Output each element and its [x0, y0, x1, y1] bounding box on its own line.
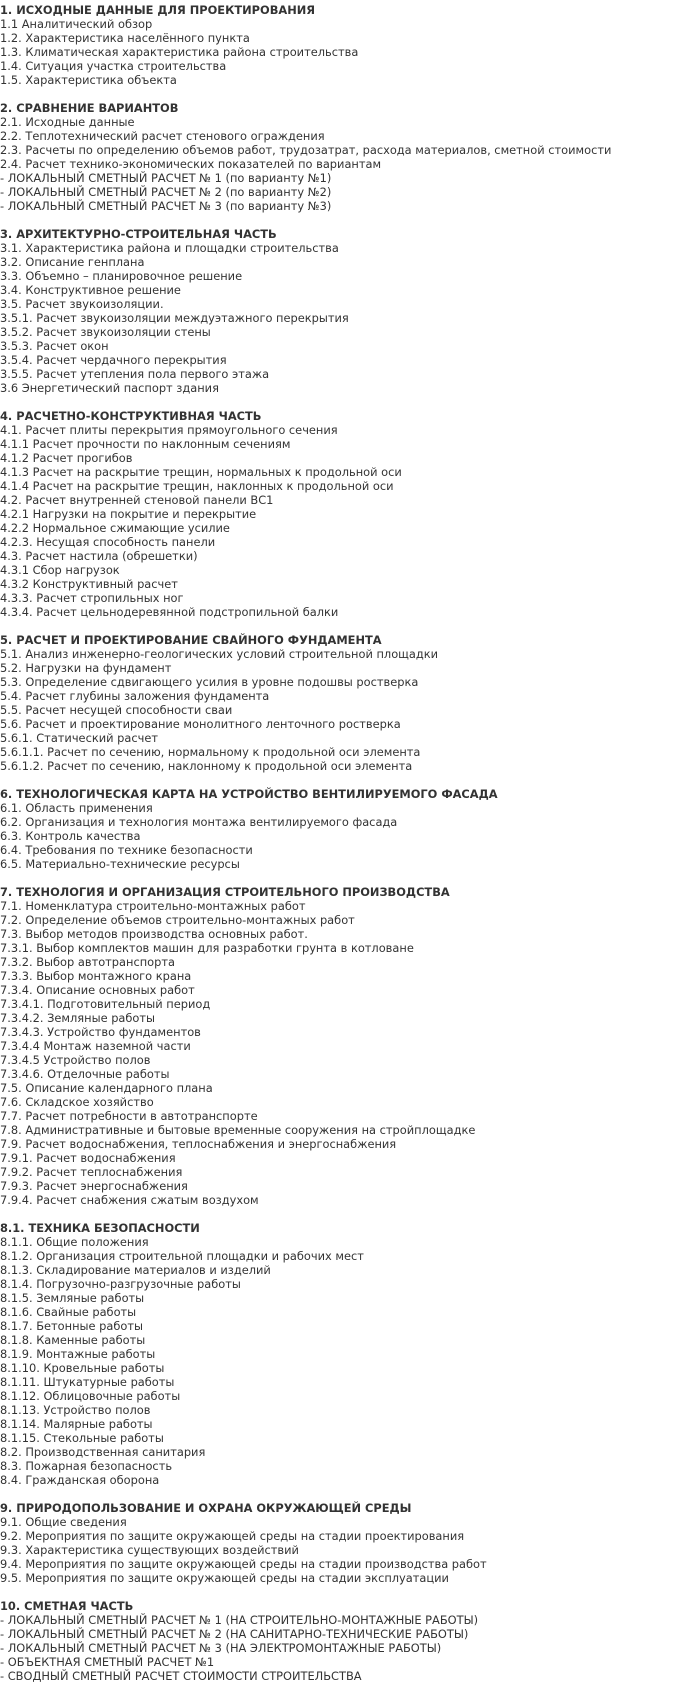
toc-section — [0, 1221, 700, 1487]
list-item: 7.3.4.3. Устройство фундаментов — [0, 1025, 201, 1039]
list-item: 7.3.4.1. Подготовительный период — [0, 997, 211, 1011]
list-item: 5.4. Расчет глубины заложения фундамента — [0, 689, 270, 703]
list-item: - ЛОКАЛЬНЫЙ СМЕТНЫЙ РАСЧЕТ № 1 (по варианту №1) — [0, 171, 332, 185]
list-item: 7.3.4.4 Монтаж наземной части — [0, 1039, 191, 1053]
list-item: 5.2. Нагрузки на фундамент — [0, 661, 172, 675]
section-title: 6. ТЕХНОЛОГИЧЕСКАЯ КАРТА НА УСТРОЙСТВО ВЕНТИЛИРУЕМОГО ФАСАДА — [0, 787, 498, 801]
section-title: 9. ПРИРОДОПОЛЬЗОВАНИЕ И ОХРАНА ОКРУЖАЮЩЕЙ СРЕДЫ — [0, 1501, 412, 1515]
list-item: 8.1.9. Монтажные работы — [0, 1347, 156, 1361]
list-item: 7.9. Расчет водоснабжения, теплоснабжения и энергоснабжения — [0, 1137, 397, 1151]
list-item: 6.1. Область применения — [0, 801, 153, 815]
list-item: 6.4. Требования по технике безопасности — [0, 843, 253, 857]
list-item: 7.3. Выбор методов производства основных работ. — [0, 927, 308, 941]
list-item: 7.9.2. Расчет теплоснабжения — [0, 1165, 183, 1179]
list-item: 5.6.1.1. Расчет по сечению, нормальному к продольной оси элемента — [0, 745, 421, 759]
list-item: - ЛОКАЛЬНЫЙ СМЕТНЫЙ РАСЧЕТ № 2 (по варианту №2) — [0, 185, 332, 199]
list-item: 2.1. Исходные данные — [0, 115, 135, 129]
toc-section — [0, 1501, 700, 1585]
list-item: 3.5. Расчет звукоизоляции. — [0, 297, 164, 311]
list-item: 4.3.1 Сбор нагрузок — [0, 563, 120, 577]
list-item: 5.6.1.2. Расчет по сечению, наклонному к продольной оси элемента — [0, 759, 413, 773]
toc-section — [0, 409, 700, 619]
toc-section — [0, 633, 700, 773]
section-title: 10. СМЕТНАЯ ЧАСТЬ — [0, 1599, 134, 1613]
list-item: - ЛОКАЛЬНЫЙ СМЕТНЫЙ РАСЧЕТ № 2 (НА САНИТАРНО-ТЕХНИЧЕСКИЕ РАБОТЫ) — [0, 1627, 469, 1641]
list-item: 3.5.3. Расчет окон — [0, 339, 109, 353]
list-item: 9.1. Общие сведения — [0, 1515, 127, 1529]
list-item: 3.5.4. Расчет чердачного перекрытия — [0, 353, 227, 367]
list-item: 9.3. Характеристика существующих воздействий — [0, 1543, 299, 1557]
list-item: 4.2. Расчет внутренней стеновой панели ВС1 — [0, 493, 274, 507]
list-item: 7.2. Определение объемов строительно-монтажных работ — [0, 913, 355, 927]
list-item: 7.3.2. Выбор автотранспорта — [0, 955, 175, 969]
list-item: 4.1.1 Расчет прочности по наклонным сечениям — [0, 437, 291, 451]
list-item: 4.3.2 Конструктивный расчет — [0, 577, 178, 591]
section-title: 7. ТЕХНОЛОГИЯ И ОРГАНИЗАЦИЯ СТРОИТЕЛЬНОГО ПРОИЗВОДСТВА — [0, 885, 450, 899]
list-item: 3.5.2. Расчет звукоизоляции стены — [0, 325, 211, 339]
list-item: 3.4. Конструктивное решение — [0, 283, 181, 297]
list-item: - ЛОКАЛЬНЫЙ СМЕТНЫЙ РАСЧЕТ № 3 (по варианту №3) — [0, 199, 332, 213]
list-item: 2.4. Расчет технико-экономических показателей по вариантам — [0, 157, 382, 171]
list-item: 5.3. Определение сдвигающего усилия в уровне подошвы ростверка — [0, 675, 419, 689]
list-item: 8.1.5. Земляные работы — [0, 1291, 145, 1305]
list-item: 8.2. Производственная санитария — [0, 1445, 206, 1459]
list-item: 3.2. Описание генплана — [0, 255, 145, 269]
list-item: 4.3.4. Расчет цельнодеревянной подстропильной балки — [0, 605, 339, 619]
list-item: 4.2.1 Нагрузки на покрытие и перекрытие — [0, 507, 257, 521]
list-item: 1.1 Аналитический обзор — [0, 17, 153, 31]
list-item: 7.1. Номенклатура строительно-монтажных работ — [0, 899, 306, 913]
list-item: 7.9.1. Расчет водоснабжения — [0, 1151, 176, 1165]
list-item: 5.6.1. Статический расчет — [0, 731, 158, 745]
list-item: 7.6. Складское хозяйство — [0, 1095, 154, 1109]
list-item: - ОБЪЕКТНАЯ СМЕТНЫЙ РАСЧЕТ №1 — [0, 1655, 215, 1669]
list-item: 4.3. Расчет настила (обрешетки) — [0, 549, 198, 563]
list-item: 8.1.4. Погрузочно-разгрузочные работы — [0, 1277, 241, 1291]
list-item: 8.1.10. Кровельные работы — [0, 1361, 165, 1375]
list-item: 4.2.2 Нормальное сжимающие усилие — [0, 521, 230, 535]
list-item: 8.1.3. Складирование материалов и изделий — [0, 1263, 271, 1277]
list-item: 3.5.1. Расчет звукоизоляции междуэтажного перекрытия — [0, 311, 349, 325]
toc-section — [0, 101, 700, 213]
list-item: 7.8. Административные и бытовые временные сооружения на стройплощадке — [0, 1123, 476, 1137]
list-item: - ЛОКАЛЬНЫЙ СМЕТНЫЙ РАСЧЕТ № 1 (НА СТРОИТЕЛЬНО-МОНТАЖНЫЕ РАБОТЫ) — [0, 1613, 479, 1627]
list-item: 6.5. Материально-технические ресурсы — [0, 857, 240, 871]
list-item: 3.5.5. Расчет утепления пола первого этажа — [0, 367, 270, 381]
list-item: 8.3. Пожарная безопасность — [0, 1459, 173, 1473]
list-item: 5.5. Расчет несущей способности сваи — [0, 703, 233, 717]
list-item: 4.2.3. Несущая способность панели — [0, 535, 216, 549]
list-item: 7.3.4.6. Отделочные работы — [0, 1067, 170, 1081]
list-item: 6.3. Контроль качества — [0, 829, 141, 843]
list-item: 5.6. Расчет и проектирование монолитного ленточного ростверка — [0, 717, 401, 731]
list-item: 8.1.12. Облицовочные работы — [0, 1389, 181, 1403]
list-item: 7.5. Описание календарного плана — [0, 1081, 213, 1095]
list-item: 3.6 Энергетический паспорт здания — [0, 381, 219, 395]
list-item: 7.3.3. Выбор монтажного крана — [0, 969, 192, 983]
list-item: 8.1.15. Стекольные работы — [0, 1431, 164, 1445]
list-item: 1.3. Климатическая характеристика района строительства — [0, 45, 359, 59]
list-item: 8.1.6. Свайные работы — [0, 1305, 137, 1319]
list-item: 8.1.13. Устройство полов — [0, 1403, 151, 1417]
list-item: 5.1. Анализ инженерно-геологических условий строительной площадки — [0, 647, 439, 661]
toc-section — [0, 885, 700, 1207]
section-title: 8.1. ТЕХНИКА БЕЗОПАСНОСТИ — [0, 1221, 200, 1235]
section-title: 1. ИСХОДНЫЕ ДАННЫЕ ДЛЯ ПРОЕКТИРОВАНИЯ — [0, 3, 316, 17]
list-item: 4.1.3 Расчет на раскрытие трещин, нормальных к продольной оси — [0, 465, 402, 479]
list-item: 1.4. Ситуация участка строительства — [0, 59, 227, 73]
list-item: 3.3. Объемно – планировочное решение — [0, 269, 243, 283]
list-item: 8.1.1. Общие положения — [0, 1235, 149, 1249]
list-item: 8.1.2. Организация строительной площадки и рабочих мест — [0, 1249, 364, 1263]
list-item: 8.1.14. Малярные работы — [0, 1417, 153, 1431]
list-item: 4.1. Расчет плиты перекрытия прямоугольного сечения — [0, 423, 338, 437]
list-item: 9.4. Мероприятия по защите окружающей среды на стадии производства работ — [0, 1557, 487, 1571]
list-item: 7.3.4. Описание основных работ — [0, 983, 195, 997]
list-item: 8.1.7. Бетонные работы — [0, 1319, 144, 1333]
list-item: 9.2. Мероприятия по защите окружающей среды на стадии проектирования — [0, 1529, 465, 1543]
section-title: 2. СРАВНЕНИЕ ВАРИАНТОВ — [0, 101, 179, 115]
list-item: 8.4. Гражданская оборона — [0, 1473, 160, 1487]
list-item: 9.5. Мероприятия по защите окружающей среды на стадии эксплуатации — [0, 1571, 449, 1585]
toc-section — [0, 1599, 700, 1683]
list-item: 4.1.2 Расчет прогибов — [0, 451, 133, 465]
section-title: 3. АРХИТЕКТУРНО-СТРОИТЕЛЬНАЯ ЧАСТЬ — [0, 227, 277, 241]
list-item: 7.3.4.2. Земляные работы — [0, 1011, 156, 1025]
list-item: 7.9.3. Расчет энергоснабжения — [0, 1179, 188, 1193]
toc-section — [0, 227, 700, 395]
list-item: 3.1. Характеристика района и площадки строительства — [0, 241, 339, 255]
list-item: - СВОДНЫЙ СМЕТНЫЙ РАСЧЕТ СТОИМОСТИ СТРОИТЕЛЬСТВА — [0, 1669, 362, 1683]
toc-section — [0, 3, 700, 87]
toc-section — [0, 787, 700, 871]
list-item: 1.5. Характеристика объекта — [0, 73, 177, 87]
list-item: 7.7. Расчет потребности в автотранспорте — [0, 1109, 258, 1123]
list-item: 2.2. Теплотехнический расчет стенового ограждения — [0, 129, 325, 143]
list-item: 7.3.4.5 Устройство полов — [0, 1053, 151, 1067]
list-item: 8.1.8. Каменные работы — [0, 1333, 146, 1347]
list-item: 4.3.3. Расчет стропильных ног — [0, 591, 184, 605]
list-item: 1.2. Характеристика населённого пункта — [0, 31, 250, 45]
list-item: 6.2. Организация и технология монтажа вентилируемого фасада — [0, 815, 398, 829]
section-title: 5. РАСЧЕТ И ПРОЕКТИРОВАНИЕ СВАЙНОГО ФУНДАМЕНТА — [0, 633, 382, 647]
list-item: 4.1.4 Расчет на раскрытие трещин, наклонных к продольной оси — [0, 479, 394, 493]
list-item: 7.3.1. Выбор комплектов машин для разработки грунта в котловане — [0, 941, 414, 955]
list-item: 2.3. Расчеты по определению объемов работ, трудозатрат, расхода материалов, сметной стоимости — [0, 143, 612, 157]
list-item: - ЛОКАЛЬНЫЙ СМЕТНЫЙ РАСЧЕТ № 3 (НА ЭЛЕКТРОМОНТАЖНЫЕ РАБОТЫ) — [0, 1641, 442, 1655]
section-title: 4. РАСЧЕТНО-КОНСТРУКТИВНАЯ ЧАСТЬ — [0, 409, 262, 423]
list-item: 8.1.11. Штукатурные работы — [0, 1375, 175, 1389]
list-item: 7.9.4. Расчет снабжения сжатым воздухом — [0, 1193, 259, 1207]
